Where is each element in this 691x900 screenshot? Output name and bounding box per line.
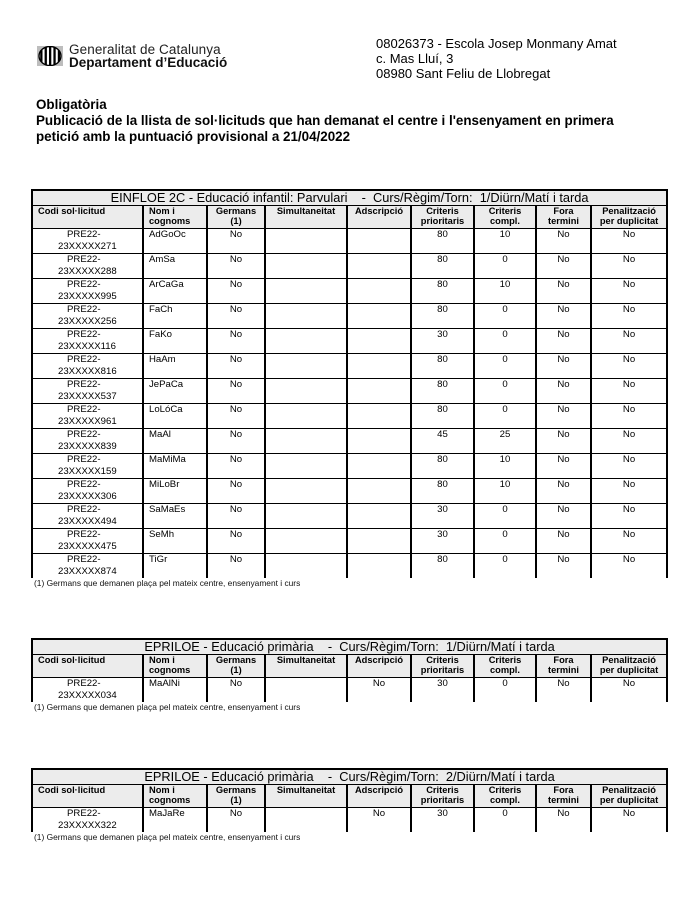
cell-penalitzacio: No [591, 504, 667, 529]
cell-germans: No [207, 329, 265, 354]
title-category: Obligatòria [36, 97, 107, 112]
application-table-3 [31, 768, 666, 842]
cell-criteris-prioritaris: 80 [411, 354, 474, 379]
cell-code: PRE22- 23XXXXX322 [32, 808, 143, 833]
cell-simultaneitat [265, 454, 347, 479]
table-row [32, 554, 667, 579]
cell-criteris-compl: 0 [474, 529, 536, 554]
cell-simultaneitat [265, 229, 347, 254]
cell-fora-termini: No [536, 678, 591, 703]
cell-adscripcio [347, 479, 411, 504]
cell-criteris-prioritaris: 30 [411, 678, 474, 703]
column-header-adscripcio: Adscripció [347, 655, 411, 678]
cell-fora-termini: No [536, 229, 591, 254]
column-header-code: Codi sol·licitud [32, 785, 143, 808]
cell-penalitzacio: No [591, 254, 667, 279]
cell-criteris-prioritaris: 30 [411, 329, 474, 354]
table-grid [31, 768, 668, 832]
cell-criteris-compl: 0 [474, 678, 536, 703]
cell-criteris-compl: 10 [474, 229, 536, 254]
cell-name: ArCaGa [143, 279, 207, 304]
table-grid [31, 638, 668, 702]
cell-fora-termini: No [536, 304, 591, 329]
table-grid [31, 189, 668, 578]
column-header-fora: Fora termini [536, 785, 591, 808]
cell-penalitzacio: No [591, 429, 667, 454]
cell-adscripcio [347, 279, 411, 304]
cell-simultaneitat [265, 808, 347, 833]
cell-code: PRE22- 23XXXXX306 [32, 479, 143, 504]
logo-department-name: Departament d’Educació [69, 55, 228, 70]
logo-government-name: Generalitat de Catalunya [69, 42, 221, 57]
cell-criteris-compl: 25 [474, 429, 536, 454]
table-footnote: (1) Germans que demanen plaça pel mateix centre, ensenyament i curs [34, 578, 301, 588]
column-header-prioritaris: Criteris prioritaris [411, 655, 474, 678]
cell-fora-termini: No [536, 504, 591, 529]
cell-criteris-prioritaris: 80 [411, 404, 474, 429]
cell-penalitzacio: No [591, 329, 667, 354]
table-row [32, 304, 667, 329]
title-line-2: petició amb la puntuació provisional a 21/04/2022 [36, 129, 351, 144]
cell-code: PRE22- 23XXXXX116 [32, 329, 143, 354]
cell-penalitzacio: No [591, 529, 667, 554]
cell-fora-termini: No [536, 529, 591, 554]
cell-name: MaMiMa [143, 454, 207, 479]
cell-fora-termini: No [536, 279, 591, 304]
cell-fora-termini: No [536, 429, 591, 454]
generalitat-logo [37, 43, 227, 69]
cell-criteris-compl: 0 [474, 304, 536, 329]
cell-code: PRE22- 23XXXXX839 [32, 429, 143, 454]
application-table-1 [31, 189, 666, 588]
cell-criteris-prioritaris: 80 [411, 479, 474, 504]
cell-code: PRE22- 23XXXXX475 [32, 529, 143, 554]
column-header-penal: Penalització per duplicitat [591, 655, 667, 678]
cell-simultaneitat [265, 254, 347, 279]
cell-criteris-prioritaris: 30 [411, 529, 474, 554]
cell-name: SaMaEs [143, 504, 207, 529]
cell-germans: No [207, 304, 265, 329]
cell-criteris-compl: 0 [474, 504, 536, 529]
cell-criteris-prioritaris: 80 [411, 304, 474, 329]
column-header-compl: Criteris compl. [474, 785, 536, 808]
cell-germans: No [207, 479, 265, 504]
cell-germans: No [207, 404, 265, 429]
cell-simultaneitat [265, 329, 347, 354]
cell-adscripcio [347, 454, 411, 479]
cell-adscripcio: No [347, 678, 411, 703]
cell-name: MaAlNi [143, 678, 207, 703]
cell-adscripcio [347, 529, 411, 554]
column-header-germans: Germans (1) [207, 655, 265, 678]
column-header-fora: Fora termini [536, 206, 591, 229]
cell-penalitzacio: No [591, 554, 667, 579]
cell-name: MaJaRe [143, 808, 207, 833]
table-row [32, 379, 667, 404]
table-row [32, 479, 667, 504]
cell-name: HaAm [143, 354, 207, 379]
cell-simultaneitat [265, 529, 347, 554]
cell-criteris-compl: 0 [474, 379, 536, 404]
cell-code: PRE22- 23XXXXX816 [32, 354, 143, 379]
cell-simultaneitat [265, 479, 347, 504]
cell-criteris-compl: 10 [474, 479, 536, 504]
table-row [32, 354, 667, 379]
column-header-penal: Penalització per duplicitat [591, 206, 667, 229]
cell-code: PRE22- 23XXXXX995 [32, 279, 143, 304]
cell-germans: No [207, 254, 265, 279]
column-header-simultaneitat: Simultaneitat [265, 206, 347, 229]
school-city: 08980 Sant Feliu de Llobregat [376, 66, 551, 81]
school-name: 08026373 - Escola Josep Monmany Amat [376, 36, 617, 51]
cell-simultaneitat [265, 354, 347, 379]
cell-criteris-prioritaris: 30 [411, 808, 474, 833]
table-row [32, 254, 667, 279]
cell-criteris-prioritaris: 80 [411, 279, 474, 304]
table-row [32, 454, 667, 479]
cell-fora-termini: No [536, 808, 591, 833]
cell-simultaneitat [265, 678, 347, 703]
cell-name: MiLoBr [143, 479, 207, 504]
table-footnote: (1) Germans que demanen plaça pel mateix centre, ensenyament i curs [34, 832, 301, 842]
column-header-name: Nom i cognoms [143, 785, 207, 808]
cell-penalitzacio: No [591, 379, 667, 404]
cell-code: PRE22- 23XXXXX961 [32, 404, 143, 429]
cell-adscripcio [347, 554, 411, 579]
cell-name: LoLóCa [143, 404, 207, 429]
cell-penalitzacio: No [591, 808, 667, 833]
cell-code: PRE22- 23XXXXX256 [32, 304, 143, 329]
column-header-code: Codi sol·licitud [32, 655, 143, 678]
cell-fora-termini: No [536, 329, 591, 354]
table-row [32, 404, 667, 429]
cell-fora-termini: No [536, 404, 591, 429]
cell-germans: No [207, 504, 265, 529]
cell-criteris-compl: 0 [474, 254, 536, 279]
table-row [32, 808, 667, 833]
cell-germans: No [207, 678, 265, 703]
table-caption: EPRILOE - Educació primària - Curs/Règim/Torn: 2/Diürn/Matí i tarda [32, 769, 667, 785]
cell-germans: No [207, 429, 265, 454]
title-line-1: Publicació de la llista de sol·licituds que han demanat el centre i l'ensenyament en primera [36, 113, 614, 128]
cell-adscripcio [347, 354, 411, 379]
cell-criteris-compl: 0 [474, 329, 536, 354]
cell-penalitzacio: No [591, 479, 667, 504]
column-header-prioritaris: Criteris prioritaris [411, 206, 474, 229]
cell-germans: No [207, 229, 265, 254]
cell-simultaneitat [265, 379, 347, 404]
table-row [32, 279, 667, 304]
cell-code: PRE22- 23XXXXX271 [32, 229, 143, 254]
cell-penalitzacio: No [591, 354, 667, 379]
cell-germans: No [207, 279, 265, 304]
cell-simultaneitat [265, 504, 347, 529]
cell-adscripcio [347, 229, 411, 254]
cell-code: PRE22- 23XXXXX537 [32, 379, 143, 404]
table-caption: EPRILOE - Educació primària - Curs/Règim/Torn: 1/Diürn/Matí i tarda [32, 639, 667, 655]
column-header-compl: Criteris compl. [474, 655, 536, 678]
school-info [376, 36, 617, 81]
table-footnote: (1) Germans que demanen plaça pel mateix centre, ensenyament i curs [34, 702, 301, 712]
table-row [32, 429, 667, 454]
cell-fora-termini: No [536, 479, 591, 504]
cell-criteris-prioritaris: 30 [411, 504, 474, 529]
cell-simultaneitat [265, 304, 347, 329]
cell-adscripcio [347, 404, 411, 429]
cell-name: MaAl [143, 429, 207, 454]
cell-penalitzacio: No [591, 229, 667, 254]
column-header-penal: Penalització per duplicitat [591, 785, 667, 808]
cell-penalitzacio: No [591, 404, 667, 429]
cell-code: PRE22- 23XXXXX159 [32, 454, 143, 479]
cell-adscripcio [347, 304, 411, 329]
cell-criteris-compl: 0 [474, 554, 536, 579]
cell-germans: No [207, 529, 265, 554]
table-row [32, 529, 667, 554]
cell-code: PRE22- 23XXXXX874 [32, 554, 143, 579]
cell-fora-termini: No [536, 379, 591, 404]
cell-adscripcio [347, 379, 411, 404]
cell-criteris-compl: 10 [474, 454, 536, 479]
cell-simultaneitat [265, 554, 347, 579]
school-address: c. Mas Lluí, 3 [376, 51, 454, 66]
cell-germans: No [207, 454, 265, 479]
cell-fora-termini: No [536, 454, 591, 479]
cell-name: FaKo [143, 329, 207, 354]
cell-code: PRE22- 23XXXXX494 [32, 504, 143, 529]
cell-penalitzacio: No [591, 279, 667, 304]
column-header-simultaneitat: Simultaneitat [265, 785, 347, 808]
cell-germans: No [207, 354, 265, 379]
cell-criteris-compl: 10 [474, 279, 536, 304]
column-header-fora: Fora termini [536, 655, 591, 678]
generalitat-emblem-icon [37, 46, 63, 66]
cell-name: AmSa [143, 254, 207, 279]
table-row [32, 678, 667, 703]
cell-adscripcio [347, 329, 411, 354]
column-header-simultaneitat: Simultaneitat [265, 655, 347, 678]
cell-criteris-prioritaris: 80 [411, 254, 474, 279]
cell-penalitzacio: No [591, 454, 667, 479]
cell-simultaneitat [265, 429, 347, 454]
cell-criteris-prioritaris: 80 [411, 454, 474, 479]
cell-code: PRE22- 23XXXXX288 [32, 254, 143, 279]
column-header-name: Nom i cognoms [143, 206, 207, 229]
cell-criteris-prioritaris: 80 [411, 554, 474, 579]
cell-criteris-compl: 0 [474, 404, 536, 429]
cell-simultaneitat [265, 279, 347, 304]
cell-code: PRE22- 23XXXXX034 [32, 678, 143, 703]
cell-penalitzacio: No [591, 304, 667, 329]
cell-penalitzacio: No [591, 678, 667, 703]
column-header-code: Codi sol·licitud [32, 206, 143, 229]
cell-adscripcio [347, 254, 411, 279]
cell-name: FaCh [143, 304, 207, 329]
cell-criteris-prioritaris: 80 [411, 229, 474, 254]
cell-name: TiGr [143, 554, 207, 579]
column-header-germans: Germans (1) [207, 206, 265, 229]
document-title [36, 97, 666, 145]
cell-criteris-prioritaris: 45 [411, 429, 474, 454]
column-header-name: Nom i cognoms [143, 655, 207, 678]
cell-criteris-prioritaris: 80 [411, 379, 474, 404]
cell-germans: No [207, 379, 265, 404]
cell-name: SeMh [143, 529, 207, 554]
table-caption: EINFLOE 2C - Educació infantil: Parvulari - Curs/Règim/Torn: 1/Diürn/Matí i tarda [32, 190, 667, 206]
cell-name: JePaCa [143, 379, 207, 404]
cell-simultaneitat [265, 404, 347, 429]
table-row [32, 229, 667, 254]
cell-name: AdGoOc [143, 229, 207, 254]
table-row [32, 504, 667, 529]
application-table-2 [31, 638, 666, 712]
table-row [32, 329, 667, 354]
cell-fora-termini: No [536, 554, 591, 579]
cell-germans: No [207, 808, 265, 833]
column-header-prioritaris: Criteris prioritaris [411, 785, 474, 808]
cell-fora-termini: No [536, 354, 591, 379]
cell-criteris-compl: 0 [474, 808, 536, 833]
column-header-compl: Criteris compl. [474, 206, 536, 229]
column-header-adscripcio: Adscripció [347, 206, 411, 229]
cell-fora-termini: No [536, 254, 591, 279]
cell-adscripcio [347, 504, 411, 529]
column-header-adscripcio: Adscripció [347, 785, 411, 808]
column-header-germans: Germans (1) [207, 785, 265, 808]
cell-criteris-compl: 0 [474, 354, 536, 379]
cell-adscripcio: No [347, 808, 411, 833]
cell-germans: No [207, 554, 265, 579]
cell-adscripcio [347, 429, 411, 454]
